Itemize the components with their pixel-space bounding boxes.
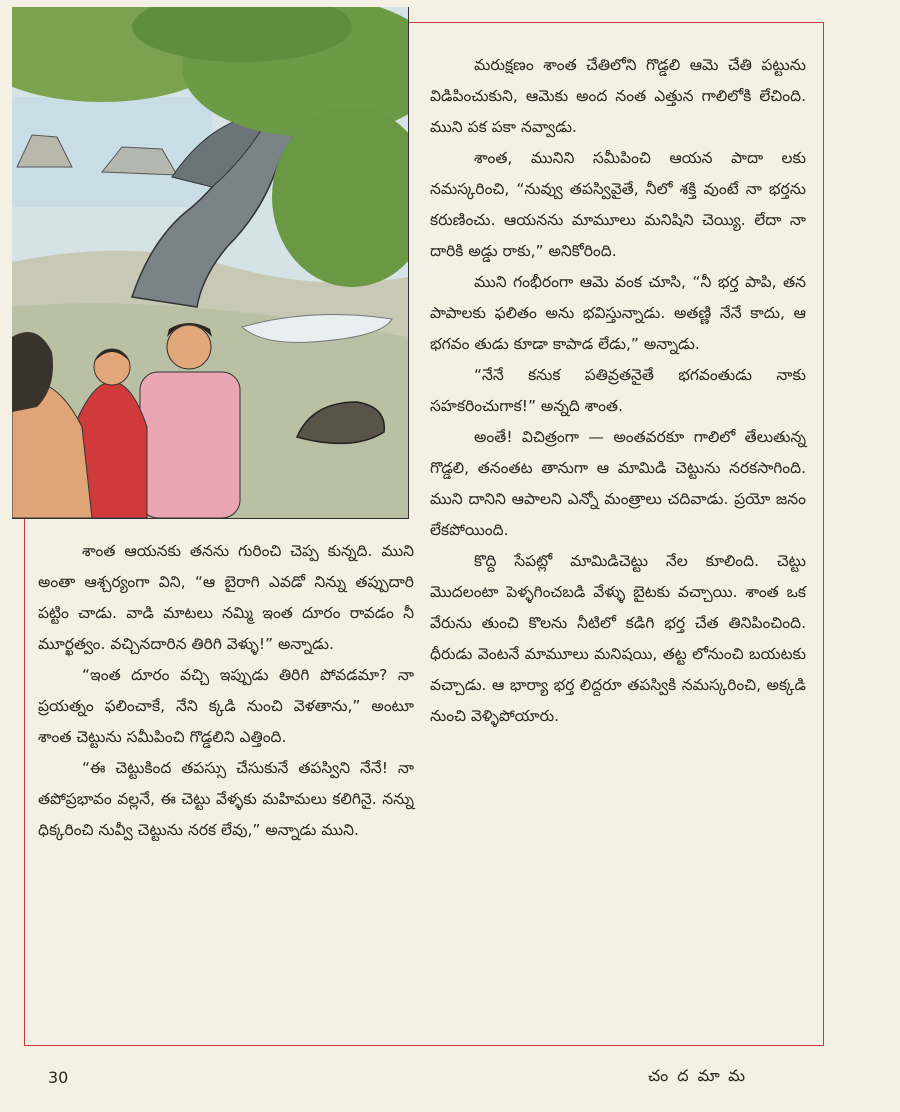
- tree-shrine-illustration-icon: [12, 7, 408, 518]
- paragraph: శాంత ఆయనకు తనను గురించి చెప్ప కున్నది. ముని అంతా ఆశ్చర్యంగా విని, “ఆ బైరాగి ఎవడో నిన్ను తప్పుదారి పట్టిం చాడు. వాడి మాటలు నమ్మి ఇంత దూరం రావడం నీ మూర్ఖత్వం. వచ్చినదారిన తిరిగి వెళ్ళు!” అన్నాడు.: [38, 542, 414, 653]
- story-illustration: [12, 7, 409, 519]
- left-text-column: [38, 536, 414, 846]
- magazine-name: చందమామ: [648, 1066, 755, 1085]
- paragraph: “ఇంత దూరం వచ్చి ఇప్పుడు తిరిగి పోవడమా? నా ప్రయత్నం ఫలించాకే, నేని క్కడి నుంచి వెళతాను,” అంటూ శాంత చెట్టును సమీపించి గొడ్డలిని ఎత్తింది.: [38, 666, 414, 746]
- paragraph: “ఈ చెట్టుకింద తపస్సు చేసుకునే తపస్విని నేనే! నా తపోప్రభావం వల్లనే, ఈ చెట్టు వేళ్ళకు మహిమలు కలిగినై. నన్ను ధిక్కరించి నువ్వీ చెట్టును నరక లేవు,” అన్నాడు ముని.: [38, 759, 414, 839]
- paragraph: శాంత, మునిని సమీపించి ఆయన పాదా లకు నమస్కరించి, “నువ్వు తపస్వివైతే, నీలో శక్తి వుంటే నా భర్తను కరుణించు. ఆయనను మామూలు మనిషిని చెయ్యి. లేదా నా దారికి అడ్డు రాకు,” అనికోరింది.: [430, 149, 806, 260]
- paragraph: ముని గంభీరంగా ఆమె వంక చూసి, “నీ భర్త పాపి, తన పాపాలకు ఫలితం అను భవిస్తున్నాడు. అతణ్ణి నేనే కాదు, ఆ భగవం తుడు కూడా కాపాడ లేడు,” అన్నాడు.: [430, 273, 806, 353]
- paragraph: “నేనే కనుక పతివ్రతనైతే భగవంతుడు నాకు సహకరించుగాక!” అన్నది శాంత.: [430, 366, 806, 415]
- paragraph: కొద్ది సేపట్లో మామిడిచెట్టు నేల కూలింది. చెట్టు మొదలంటా పెళ్ళగించబడి వేళ్ళు బైటకు వచ్చాయి. శాంత ఒక వేరును తుంచి కొలను నీటిలో కడిగి భర్త చేత తినిపించింది. ధీరుడు వెంటనే మామూలు మనిషయి, తట్ట లోనుంచి బయటకు వచ్చాడు. ఆ భార్యా భర్త లిద్దరూ తపస్వికి నమస్కరించి, అక్కడి నుంచి వెళ్ళిపోయారు.: [430, 552, 806, 725]
- paragraph: మరుక్షణం శాంత చేతిలోని గొడ్డలి ఆమె చేతి పట్టును విడిపించుకుని, ఆమెకు అంద నంత ఎత్తున గాలిలోకి లేచింది. ముని పక పకా నవ్వాడు.: [430, 56, 806, 136]
- right-text-column: [430, 50, 806, 732]
- paragraph: అంతే! విచిత్రంగా — అంతవరకూ గాలిలో తేలుతున్న గొడ్డలి, తనంతట తానుగా ఆ మామిడి చెట్టును నరకసాగింది. ముని దానిని ఆపాలని ఎన్నో మంత్రాలు చదివాడు. ప్రయో జనం లేకపోయింది.: [430, 428, 806, 539]
- page-number: 30: [48, 1068, 69, 1087]
